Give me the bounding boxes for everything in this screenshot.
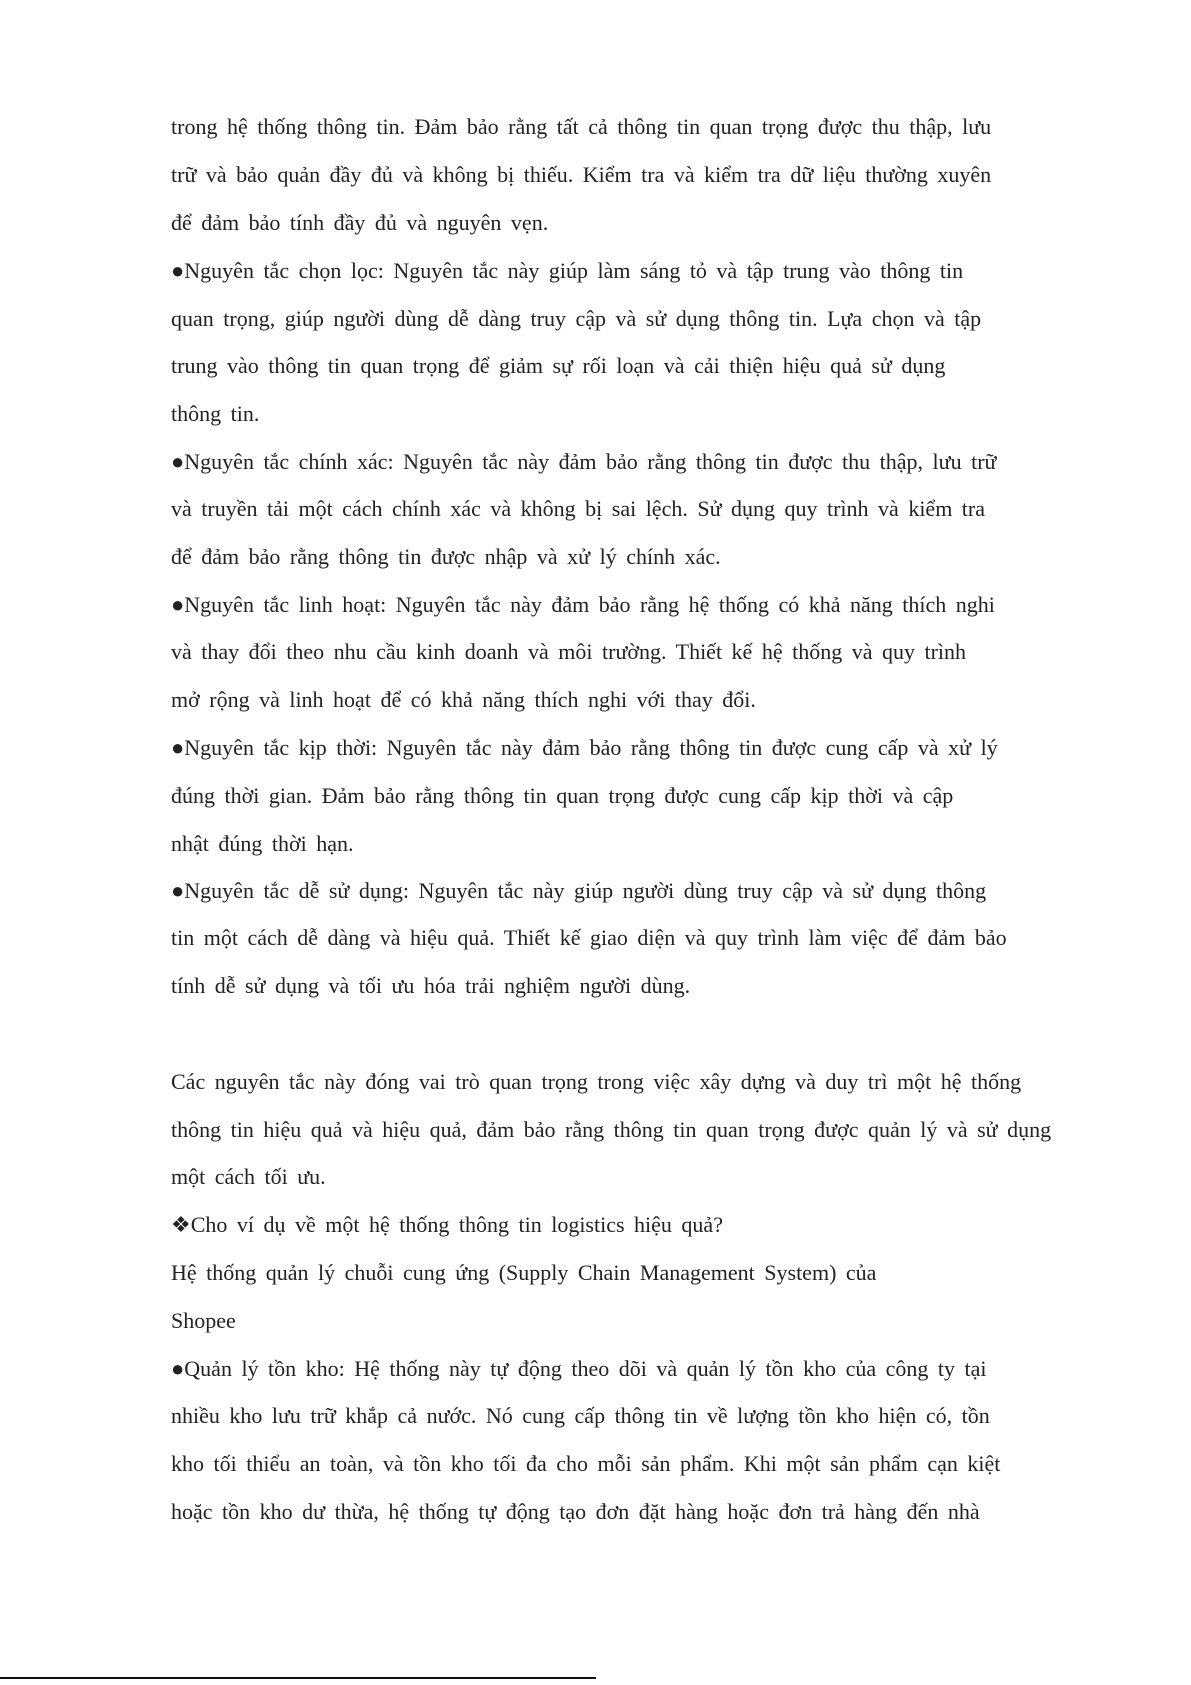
text-line: và thay đổi theo nhu cầu kinh doanh và môi trường. Thiết kế hệ thống và quy trình [171, 639, 967, 664]
text-line: trung vào thông tin quan trọng để giảm sự rối loạn và cải thiện hiệu quả sử dụng [171, 353, 946, 378]
text-line: kho tối thiểu an toàn, và tồn kho tối đa cho mỗi sản phẩm. Khi một sản phẩm cạn kiệt [171, 1451, 1001, 1476]
summary-paragraph-line: thông tin hiệu quả và hiệu quả, đảm bảo rằng thông tin quan trọng được quản lý và sử dụng [171, 1117, 1052, 1142]
summary-paragraph-line: một cách tối ưu. [171, 1164, 326, 1189]
text-line: tin một cách dễ dàng và hiệu quả. Thiết kế giao diện và quy trình làm việc để đảm bảo [171, 925, 1007, 950]
question-heading: ❖Cho ví dụ về một hệ thống thông tin logistics hiệu quả? [171, 1212, 723, 1237]
text-line: trong hệ thống thông tin. Đảm bảo rằng tất cả thông tin quan trọng được thu thập, lưu [171, 114, 992, 139]
example-title-line: Hệ thống quản lý chuỗi cung ứng (Supply Chain Management System) của [171, 1260, 877, 1285]
text-line: đúng thời gian. Đảm bảo rằng thông tin quan trọng được cung cấp kịp thời và cập [171, 783, 954, 808]
text-line: tính dễ sử dụng và tối ưu hóa trải nghiệm người dùng. [171, 973, 691, 998]
page-bottom-rule [0, 1677, 596, 1679]
text-line: nhật đúng thời hạn. [171, 831, 354, 856]
bullet-item: ●Quản lý tồn kho: Hệ thống này tự động theo dõi và quản lý tồn kho của công ty tại [171, 1356, 987, 1381]
text-line: và truyền tải một cách chính xác và không bị sai lệch. Sử dụng quy trình và kiểm tra [171, 496, 986, 521]
text-line: trữ và bảo quản đầy đủ và không bị thiếu. Kiểm tra và kiểm tra dữ liệu thường xuyên [171, 162, 992, 187]
bullet-item: ●Nguyên tắc chọn lọc: Nguyên tắc này giúp làm sáng tỏ và tập trung vào thông tin [171, 258, 964, 283]
summary-paragraph-line: Các nguyên tắc này đóng vai trò quan trọng trong việc xây dựng và duy trì một hệ thống [171, 1069, 1022, 1094]
text-line: để đảm bảo rằng thông tin được nhập và xử lý chính xác. [171, 544, 721, 569]
text-line: mở rộng và linh hoạt để có khả năng thích nghi với thay đổi. [171, 687, 756, 712]
example-title-line: Shopee [171, 1308, 236, 1333]
bullet-item: ●Nguyên tắc chính xác: Nguyên tắc này đảm bảo rằng thông tin được thu thập, lưu trữ [171, 449, 997, 474]
text-line: hoặc tồn kho dư thừa, hệ thống tự động tạo đơn đặt hàng hoặc đơn trả hàng đến nhà [171, 1499, 980, 1524]
text-line: thông tin. [171, 401, 260, 426]
text-line: quan trọng, giúp người dùng dễ dàng truy cập và sử dụng thông tin. Lựa chọn và tập [171, 306, 982, 331]
text-line: nhiều kho lưu trữ khắp cả nước. Nó cung cấp thông tin về lượng tồn kho hiện có, tồn [171, 1403, 990, 1428]
bullet-item: ●Nguyên tắc kịp thời: Nguyên tắc này đảm bảo rằng thông tin được cung cấp và xử lý [171, 735, 998, 760]
text-line: để đảm bảo tính đầy đủ và nguyên vẹn. [171, 210, 549, 235]
bullet-item: ●Nguyên tắc dễ sử dụng: Nguyên tắc này giúp người dùng truy cập và sử dụng thông [171, 878, 987, 903]
bullet-item: ●Nguyên tắc linh hoạt: Nguyên tắc này đảm bảo rằng hệ thống có khả năng thích nghi [171, 592, 995, 617]
